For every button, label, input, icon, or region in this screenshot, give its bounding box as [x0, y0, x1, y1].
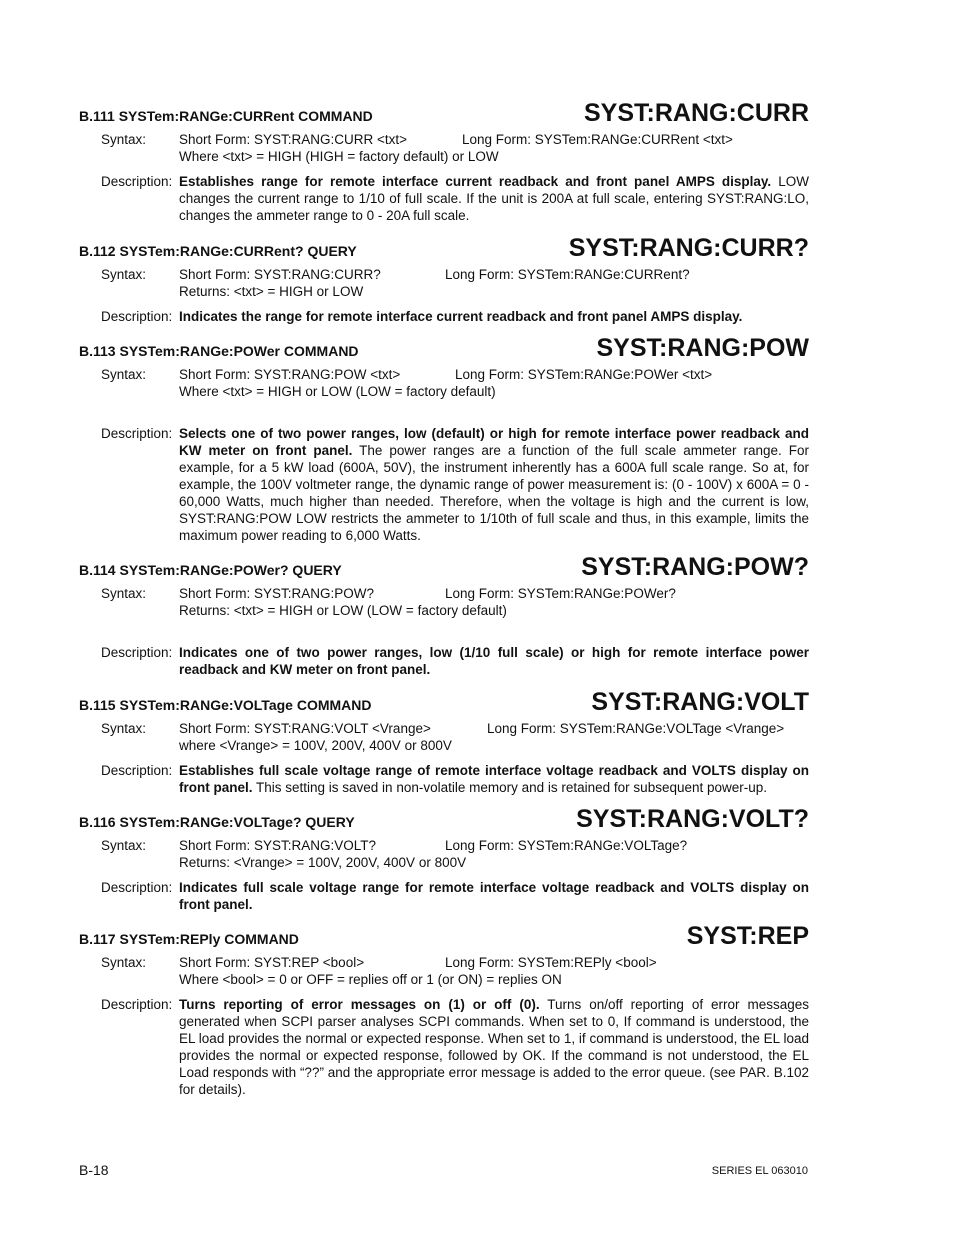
description-label: Description:	[101, 309, 173, 324]
description-text	[179, 762, 809, 796]
long-form: Long Form: SYSTem:REPly <bool>	[445, 955, 657, 970]
command-short-title: SYST:RANG:POW?	[581, 553, 809, 581]
syntax-row	[79, 954, 809, 988]
description-row	[79, 644, 809, 678]
description-bold: Indicates one of two power ranges, low (1/10 full scale) or high for remote interface power readback and KW meter on front panel.	[179, 645, 809, 677]
long-form: Long Form: SYSTem:RANGe:VOLTage <Vrange>	[487, 721, 785, 736]
description-bold: Indicates the range for remote interface current readback and front panel AMPS display.	[179, 309, 743, 324]
syntax-note: Returns: <txt> = HIGH or LOW	[179, 284, 364, 299]
description-rest: LOW changes the current range to 1/10 of full scale. If the unit is 200A at full scale, entering SYST:RANG:LO, changes the ammeter range to 0 - 20A full scale.	[179, 174, 809, 223]
section-b117	[79, 919, 809, 1098]
command-short-title: SYST:RANG:VOLT	[591, 688, 809, 716]
section-b112	[79, 231, 809, 325]
description-row	[79, 879, 809, 913]
description-text	[179, 879, 809, 913]
description-bold: Establishes full scale voltage range of remote interface voltage readback and VOLTS display on front panel.	[179, 763, 809, 795]
description-rest: This setting is saved in non-volatile memory and is retained for subsequent power-up.	[252, 780, 768, 795]
command-short-title: SYST:RANG:VOLT?	[576, 805, 809, 833]
long-form: Long Form: SYSTem:RANGe:VOLTage?	[445, 838, 688, 853]
section-header	[79, 685, 809, 716]
description-rest: The power ranges are a function of the full scale ammeter range. For example, for a 5 kW load (600A, 50V), the instrument inherently has a 600A full scale range. So at, for example, the 100V voltmeter range, the dynamic range of power measurement is: (0 - 100V) x 600A = 0 - 60,000 Watts, much higher than needed. Therefore, when the voltage is high and the current is low, SYST:RANG:POW LOW restricts the ammeter to 1/10th of full scale and thus, in this example, limits the maximum power reading to 6,000 Watts.	[179, 443, 809, 543]
short-form: Short Form: SYST:RANG:POW?	[179, 586, 375, 601]
description-text	[179, 996, 809, 1098]
description-row	[79, 173, 809, 224]
command-short-title: SYST:REP	[686, 922, 809, 950]
syntax-note: Where <bool> = 0 or OFF = replies off or 1 (or ON) = replies ON	[179, 972, 562, 987]
description-row	[79, 308, 809, 325]
short-form: Short Form: SYST:REP <bool>	[179, 955, 365, 970]
section-header	[79, 231, 809, 262]
syntax-row	[79, 585, 809, 619]
description-label: Description:	[101, 763, 173, 778]
command-short-title: SYST:RANG:CURR	[584, 99, 809, 127]
syntax-note: Returns: <Vrange> = 100V, 200V, 400V or 800V	[179, 855, 467, 870]
section-heading: B.112 SYSTem:RANGe:CURRent? QUERY	[79, 243, 357, 259]
series-label: SERIES EL 063010	[711, 1165, 808, 1177]
description-label: Description:	[101, 880, 173, 895]
syntax-label: Syntax:	[101, 132, 147, 147]
description-bold: Turns reporting of error messages on (1) or off (0).	[179, 997, 540, 1012]
section-b115	[79, 685, 809, 796]
description-row	[79, 996, 809, 1098]
long-form: Long Form: SYSTem:RANGe:POWer?	[445, 586, 676, 601]
description-text	[179, 308, 809, 325]
command-short-title: SYST:RANG:POW	[596, 334, 809, 362]
syntax-label: Syntax:	[101, 267, 147, 282]
long-form: Long Form: SYSTem:RANGe:POWer <txt>	[455, 367, 713, 382]
description-label: Description:	[101, 645, 173, 660]
short-form: Short Form: SYST:RANG:VOLT <Vrange>	[179, 721, 431, 736]
short-form: Short Form: SYST:RANG:CURR <txt>	[179, 132, 408, 147]
page-number: B-18	[79, 1162, 109, 1178]
syntax-label: Syntax:	[101, 955, 147, 970]
syntax-row	[79, 837, 809, 871]
description-text	[179, 425, 809, 544]
description-label: Description:	[101, 997, 173, 1012]
description-bold: Establishes range for remote interface current readback and front panel AMPS display.	[179, 174, 772, 189]
syntax-note: Where <txt> = HIGH (HIGH = factory default) or LOW	[179, 149, 499, 164]
syntax-row	[79, 720, 809, 754]
syntax-row	[79, 366, 809, 400]
command-short-title: SYST:RANG:CURR?	[568, 234, 809, 262]
section-b113	[79, 331, 809, 544]
description-row	[79, 762, 809, 796]
section-heading: B.113 SYSTem:RANGe:POWer COMMAND	[79, 343, 359, 359]
section-heading: B.115 SYSTem:RANGe:VOLTage COMMAND	[79, 697, 372, 713]
short-form: Short Form: SYST:RANG:CURR?	[179, 267, 381, 282]
section-header	[79, 919, 809, 950]
section-header	[79, 331, 809, 362]
description-rest: Turns on/off reporting of error messages generated when SCPI parser analyses SCPI commands. When set to 0, If command is understood, the EL load provides the normal or expected response. When set to 1, if command is understood, the EL load provides the normal or expected response, followed by OK. If the command is not understood, the EL Load responds with “??” and the appropriate error message is added to the error queue. (see PAR. B.102 for details).	[179, 997, 809, 1097]
section-header	[79, 802, 809, 833]
short-form: Short Form: SYST:RANG:VOLT?	[179, 838, 377, 853]
section-heading: B.111 SYSTem:RANGe:CURRent COMMAND	[79, 108, 373, 124]
long-form: Long Form: SYSTem:RANGe:CURRent?	[445, 267, 690, 282]
syntax-label: Syntax:	[101, 367, 147, 382]
description-label: Description:	[101, 174, 173, 189]
long-form: Long Form: SYSTem:RANGe:CURRent <txt>	[462, 132, 733, 147]
section-header	[79, 96, 809, 127]
syntax-note: where <Vrange> = 100V, 200V, 400V or 800V	[179, 738, 452, 753]
section-b116	[79, 802, 809, 913]
section-b111	[79, 96, 809, 224]
syntax-label: Syntax:	[101, 721, 147, 736]
section-heading: B.114 SYSTem:RANGe:POWer? QUERY	[79, 562, 342, 578]
description-label: Description:	[101, 426, 173, 441]
syntax-row	[79, 131, 809, 165]
description-bold: Indicates full scale voltage range for remote interface voltage readback and VOLTS display on front panel.	[179, 880, 809, 912]
section-b114	[79, 550, 809, 678]
syntax-note: Where <txt> = HIGH or LOW (LOW = factory default)	[179, 384, 496, 399]
description-bold: Selects one of two power ranges, low (default) or high for remote interface power readback and KW meter on front panel.	[179, 426, 809, 458]
short-form: Short Form: SYST:RANG:POW <txt>	[179, 367, 401, 382]
description-row	[79, 425, 809, 544]
syntax-label: Syntax:	[101, 838, 147, 853]
syntax-row	[79, 266, 809, 300]
section-heading: B.117 SYSTem:REPly COMMAND	[79, 931, 299, 947]
description-text	[179, 173, 809, 224]
description-text	[179, 644, 809, 678]
section-heading: B.116 SYSTem:RANGe:VOLTage? QUERY	[79, 814, 355, 830]
section-header	[79, 550, 809, 581]
syntax-note: Returns: <txt> = HIGH or LOW (LOW = factory default)	[179, 603, 507, 618]
syntax-label: Syntax:	[101, 586, 147, 601]
